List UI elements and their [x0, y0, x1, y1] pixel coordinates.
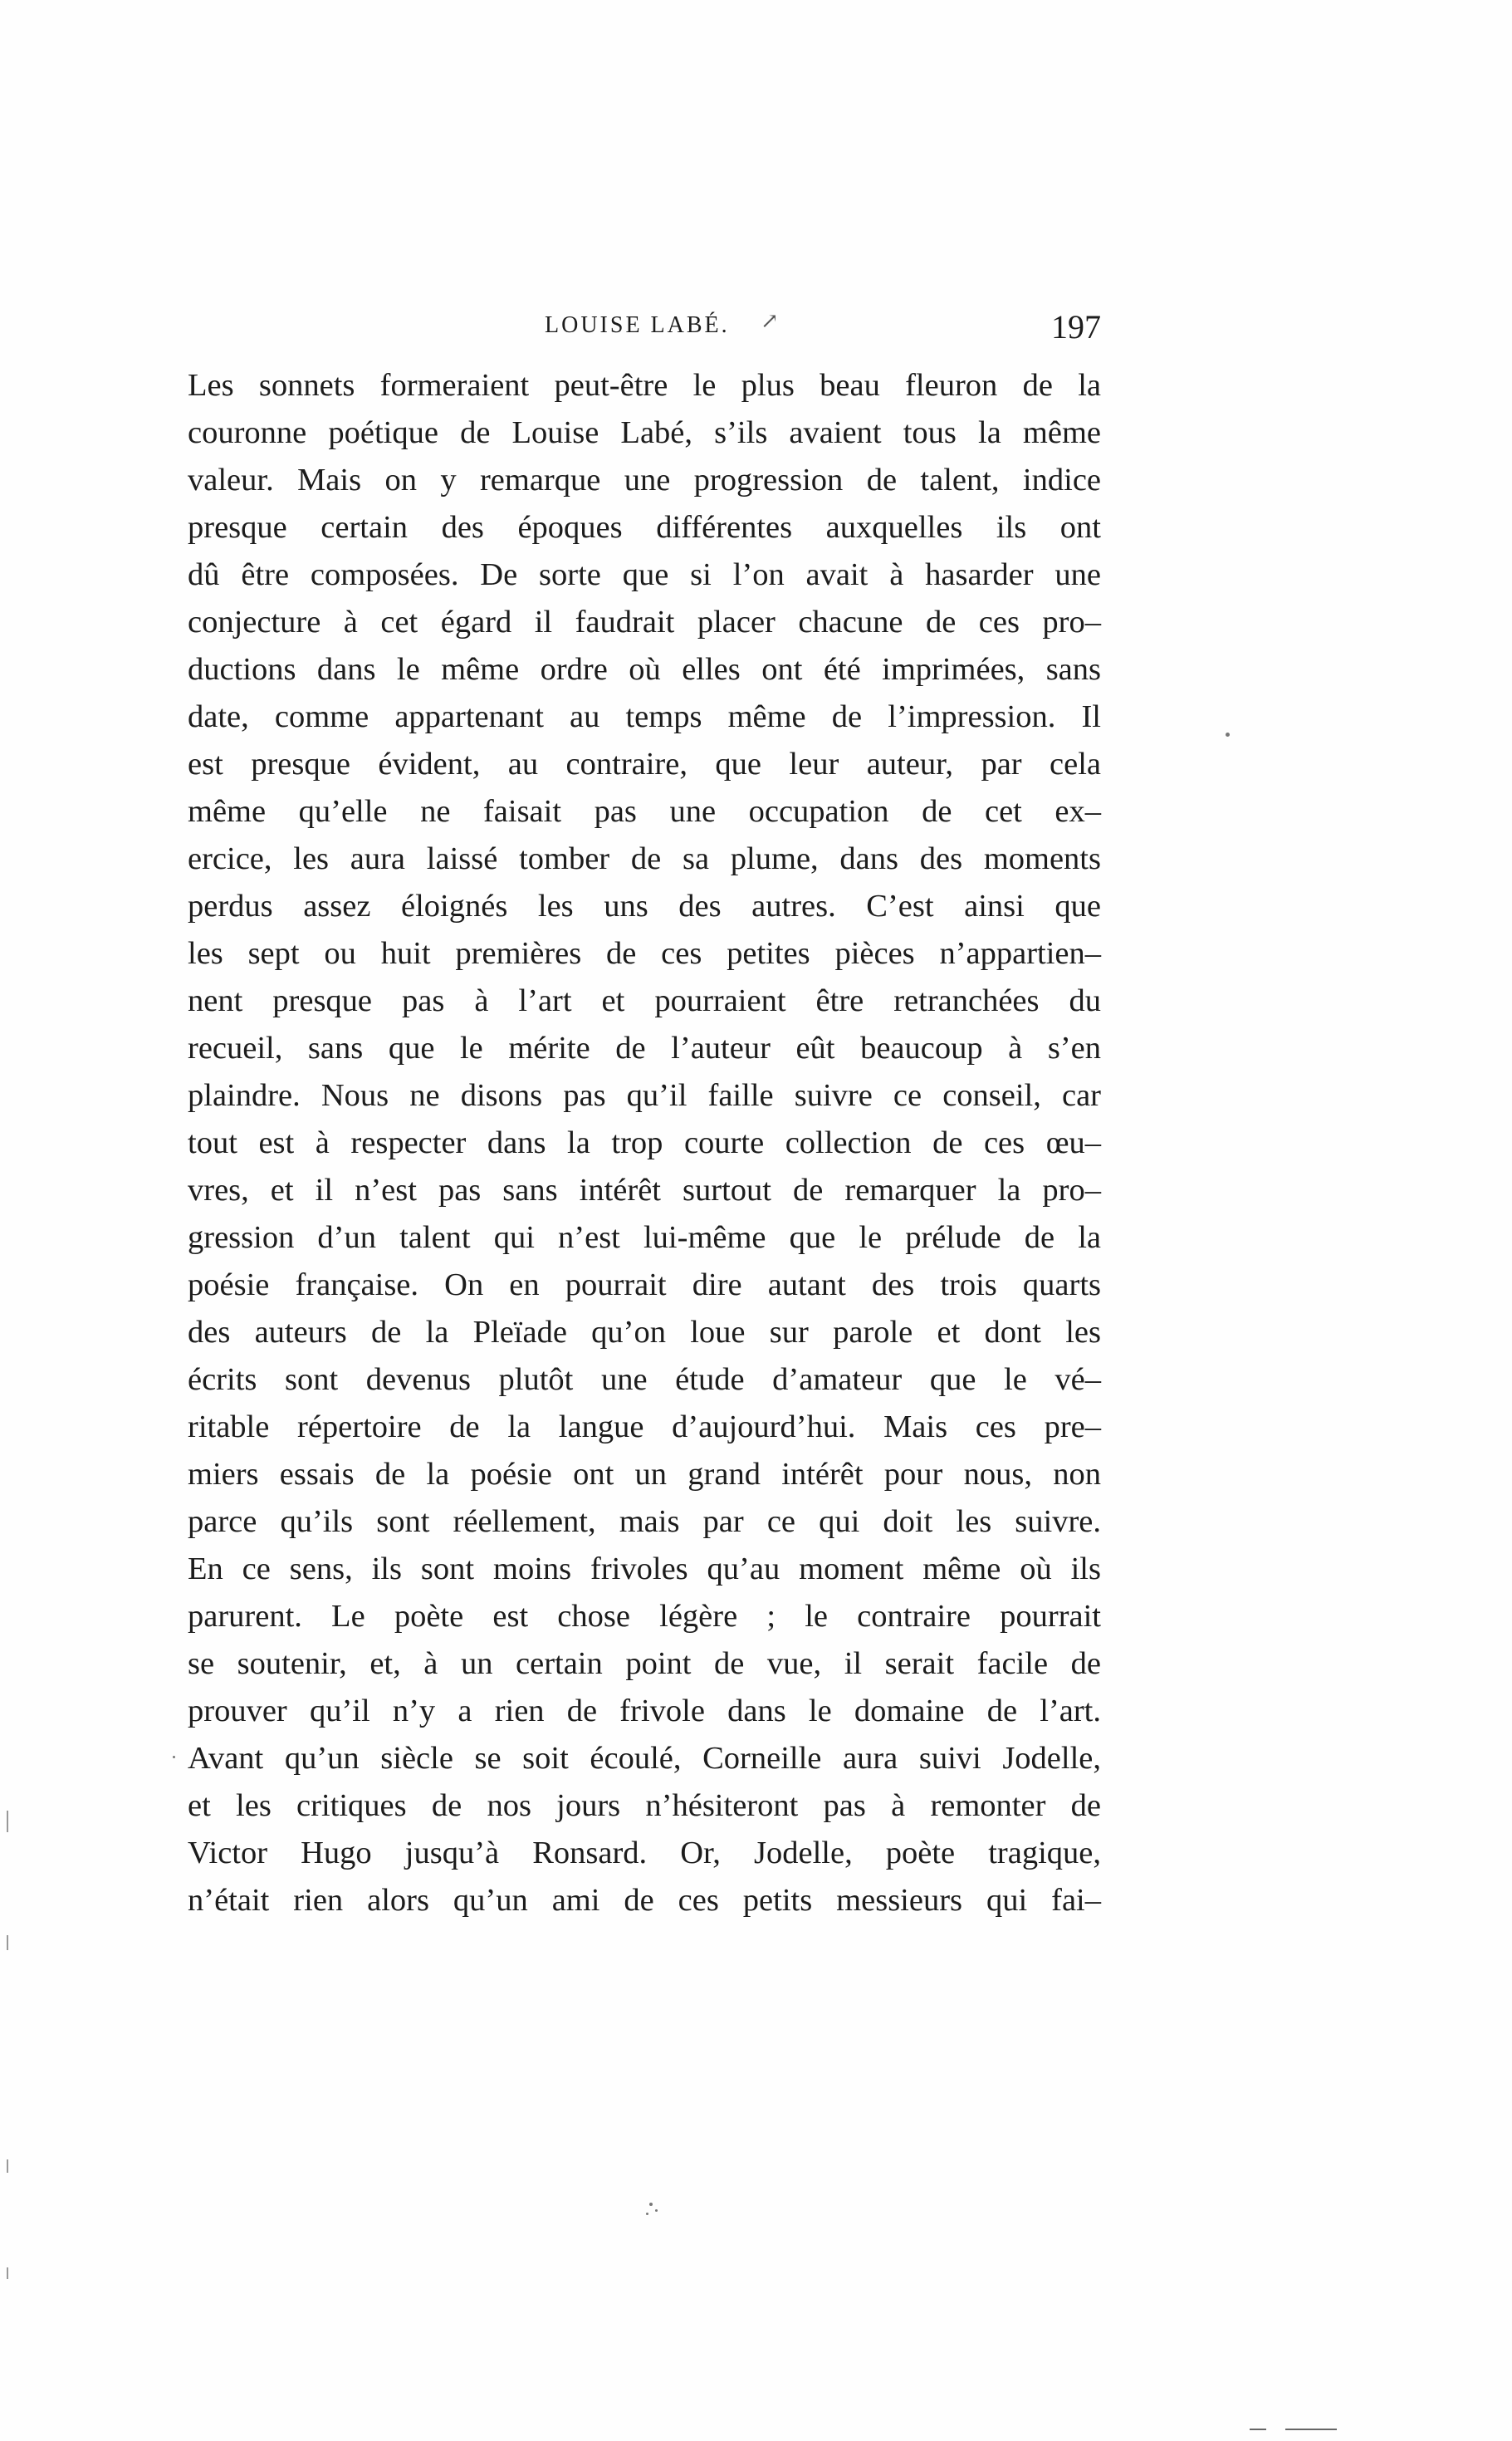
- text-line: prouver qu’il n’y a rien de frivole dans le domaine de l’art.: [188, 1694, 1101, 1728]
- body-text: [188, 362, 1101, 1924]
- scan-edge-rule: [1250, 2429, 1266, 2430]
- scan-edge-mark: [7, 1811, 8, 1832]
- text-line: gression d’un talent qui n’est lui-même que le prélude de la: [188, 1220, 1101, 1255]
- text-line: poésie française. On en pourrait dire autant des trois quarts: [188, 1267, 1101, 1302]
- text-line: perdus assez éloignés les uns des autres. C’est ainsi que: [188, 889, 1101, 924]
- speck: [173, 1756, 175, 1758]
- text-line: même qu’elle ne faisait pas une occupation de cet ex–: [188, 794, 1101, 829]
- text-line: Avant qu’un siècle se soit écoulé, Corneille aura suivi Jodelle,: [188, 1741, 1101, 1776]
- text-line: nent presque pas à l’art et pourraient être retranchées du: [188, 983, 1101, 1018]
- text-line: parurent. Le poète est chose légère ; le contraire pourrait: [188, 1599, 1101, 1634]
- text-line: et les critiques de nos jours n’hésiteront pas à remonter de: [188, 1788, 1101, 1823]
- speck: [1226, 733, 1230, 737]
- text-line: ductions dans le même ordre où elles ont été imprimées, sans: [188, 652, 1101, 687]
- scan-edge-mark: [7, 1935, 8, 1950]
- text-line: presque certain des époques différentes auxquelles ils ont: [188, 510, 1101, 545]
- text-line: ritable répertoire de la langue d’aujourd’hui. Mais ces pre–: [188, 1409, 1101, 1444]
- text-line: recueil, sans que le mérite de l’auteur eût beaucoup à s’en: [188, 1031, 1101, 1066]
- text-line: écrits sont devenus plutôt une étude d’amateur que le vé–: [188, 1362, 1101, 1397]
- text-line: Victor Hugo jusqu’à Ronsard. Or, Jodelle, poète tragique,: [188, 1836, 1101, 1870]
- text-line: tout est à respecter dans la trop courte collection de ces œu–: [188, 1125, 1101, 1160]
- scan-edge-rule: [1285, 2429, 1337, 2430]
- text-line: En ce sens, ils sont moins frivoles qu’au moment même où ils: [188, 1551, 1101, 1586]
- scan-edge-mark: [7, 2159, 8, 2173]
- text-line: couronne poétique de Louise Labé, s’ils avaient tous la même: [188, 415, 1101, 450]
- speck: [646, 2213, 648, 2215]
- ornament-mark-icon: ↗: [761, 309, 779, 333]
- text-line: parce qu’ils sont réellement, mais par ce qui doit les suivre.: [188, 1504, 1101, 1539]
- text-line: Les sonnets formeraient peut-être le plus beau fleuron de la: [188, 368, 1101, 403]
- scan-edge-mark: [7, 2267, 8, 2279]
- page-number: 197: [1051, 308, 1101, 346]
- text-line: conjecture à cet égard il faudrait placer chacune de ces pro–: [188, 605, 1101, 640]
- running-title: LOUISE LABÉ.: [545, 312, 730, 338]
- running-head: [188, 307, 1101, 349]
- speck: [655, 2209, 658, 2212]
- text-line: dû être composées. De sorte que si l’on avait à hasarder une: [188, 557, 1101, 592]
- text-line: n’était rien alors qu’un ami de ces petits messieurs qui fai–: [188, 1883, 1101, 1918]
- text-line: est presque évident, au contraire, que leur auteur, par cela: [188, 747, 1101, 782]
- text-line: des auteurs de la Pleïade qu’on loue sur parole et dont les: [188, 1315, 1101, 1350]
- text-line: miers essais de la poésie ont un grand intérêt pour nous, non: [188, 1457, 1101, 1492]
- text-line: valeur. Mais on y remarque une progression de talent, indice: [188, 463, 1101, 498]
- text-line: vres, et il n’est pas sans intérêt surtout de remarquer la pro–: [188, 1173, 1101, 1208]
- text-line: plaindre. Nous ne disons pas qu’il faille suivre ce conseil, car: [188, 1078, 1101, 1113]
- speck: [649, 2203, 653, 2206]
- text-line: date, comme appartenant au temps même de l’impression. Il: [188, 699, 1101, 734]
- text-line: se soutenir, et, à un certain point de vue, il serait facile de: [188, 1646, 1101, 1681]
- text-line: ercice, les aura laissé tomber de sa plume, dans des moments: [188, 841, 1101, 876]
- text-line: les sept ou huit premières de ces petites pièces n’appartien–: [188, 936, 1101, 971]
